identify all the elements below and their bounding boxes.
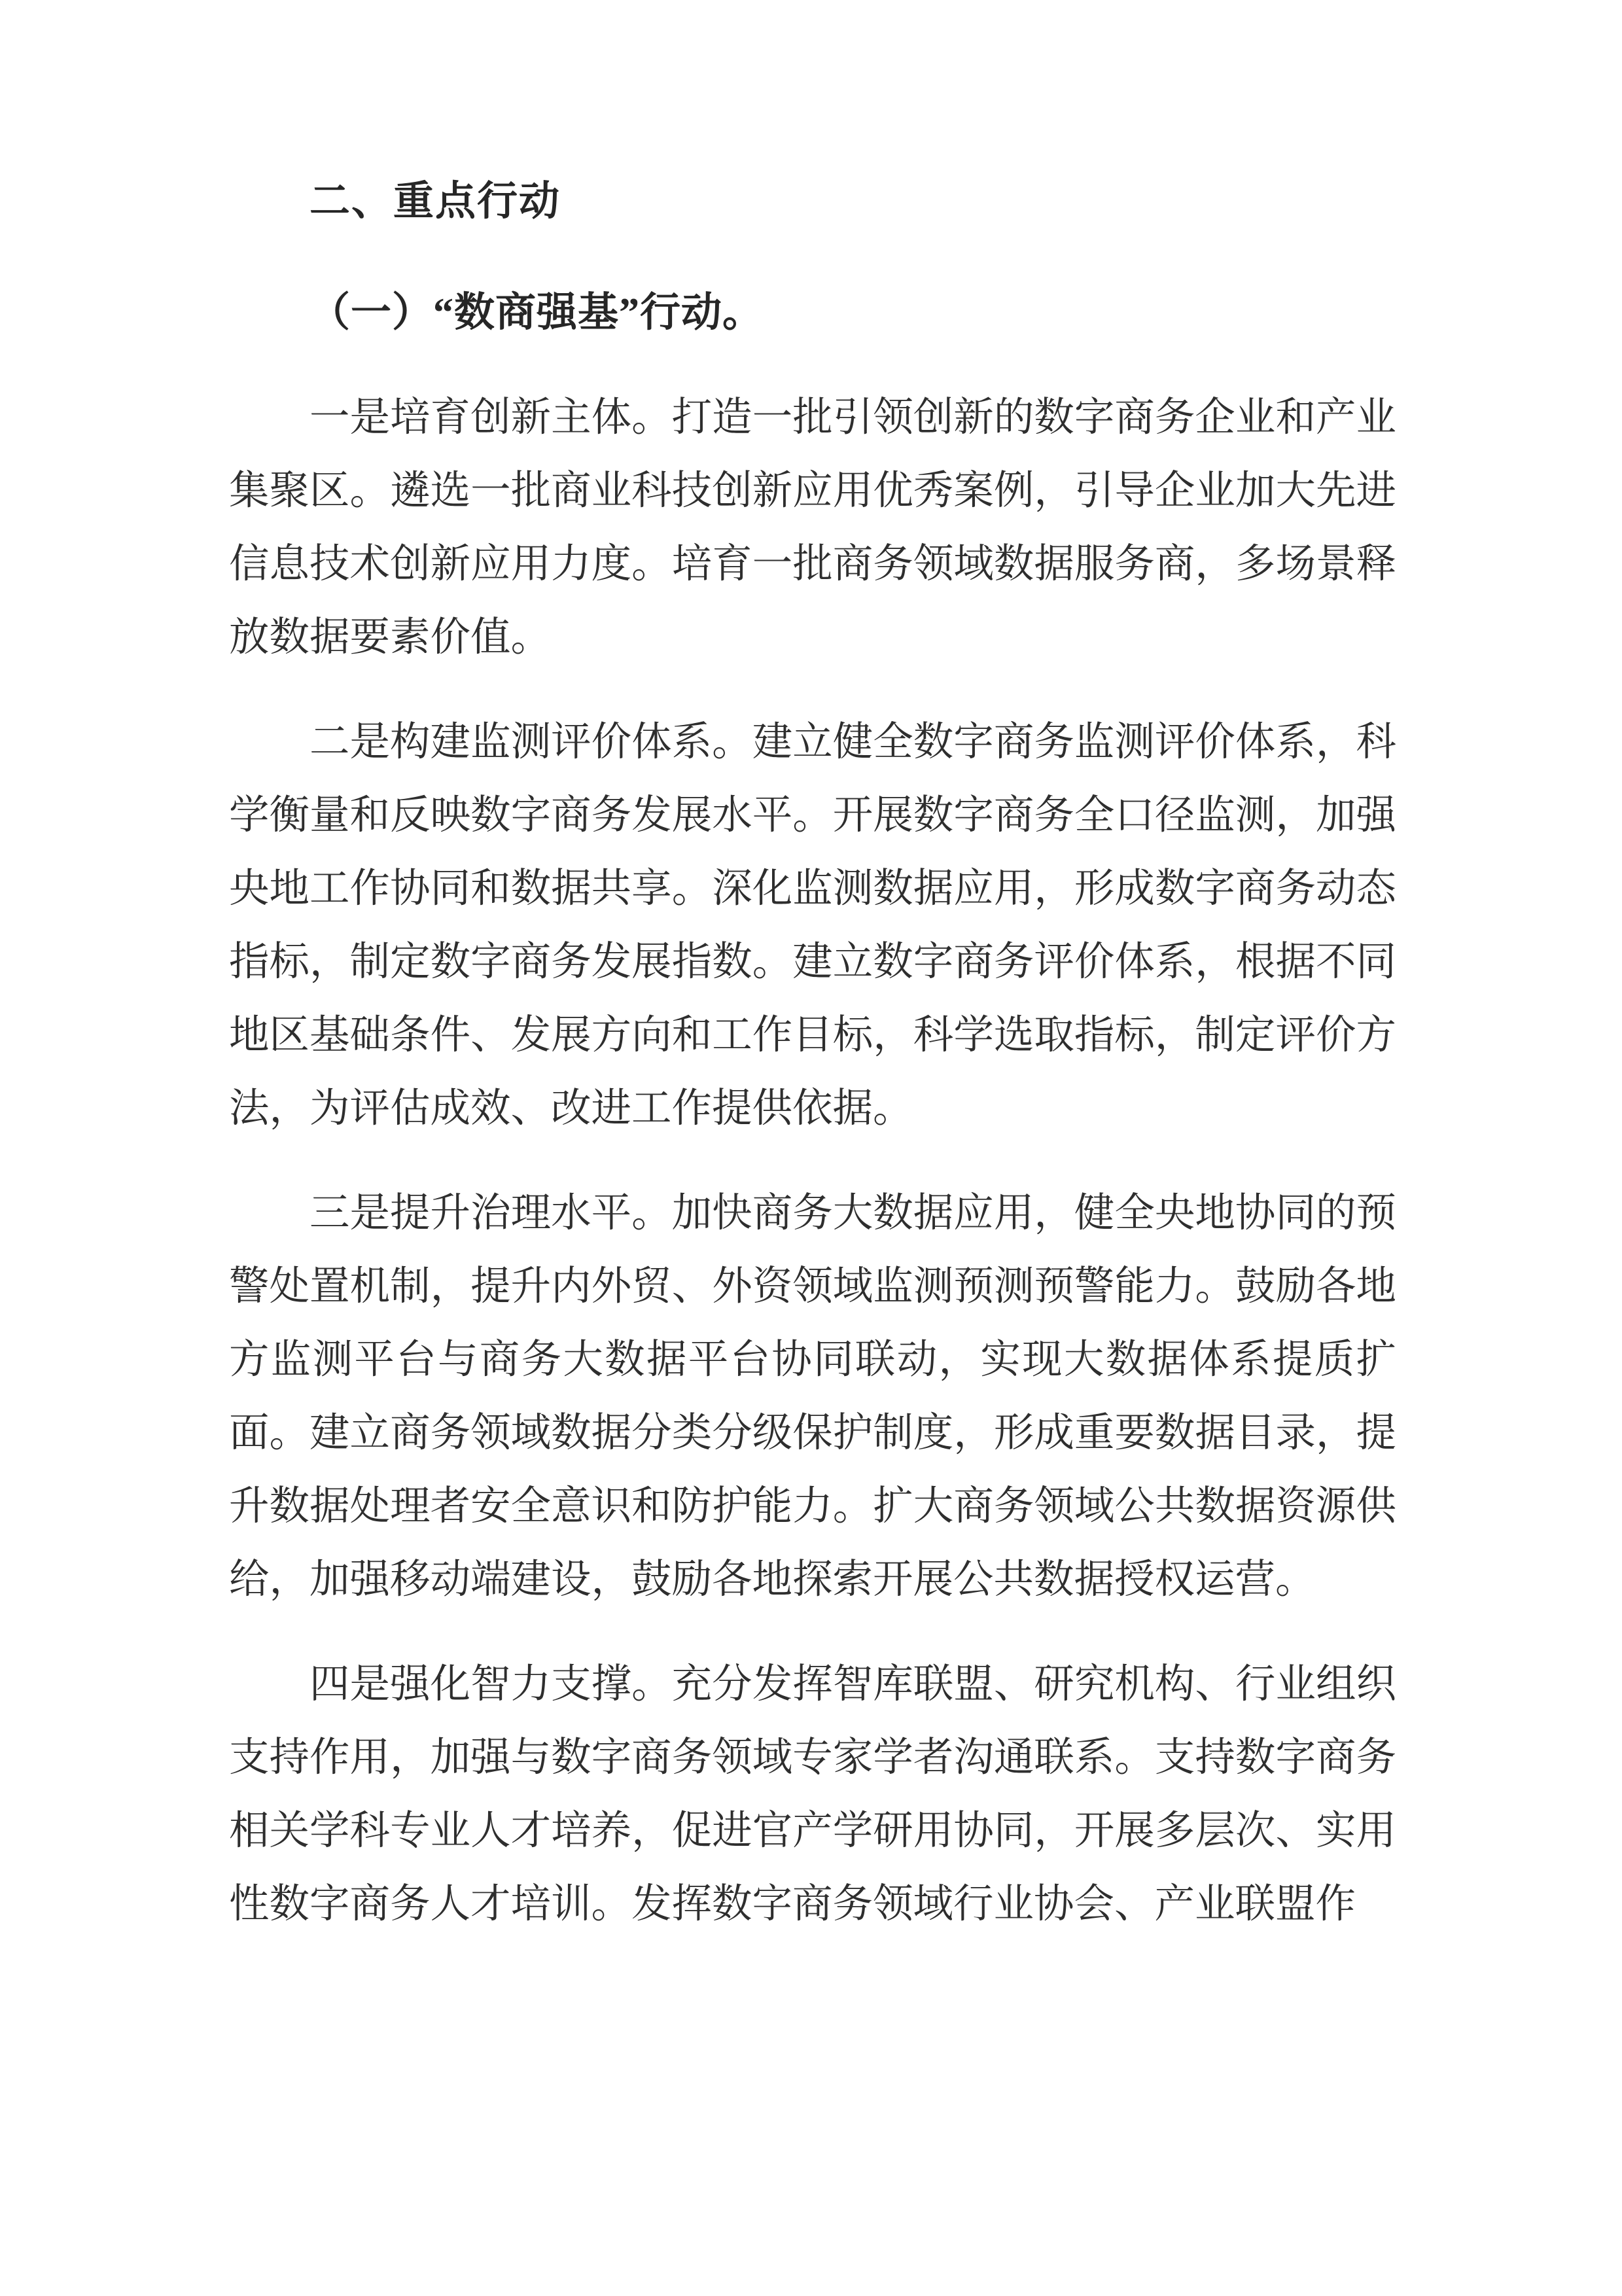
subsection-heading: （一）“数商强基”行动。: [309, 291, 764, 335]
section-heading: 二、重点行动: [309, 179, 561, 224]
paragraph-4: 四是强化智力支撑。充分发挥智库联盟、研究机构、行业组织支持作用，加强与数字商务领域专家学者沟通联系。支持数字商务相关学科专业人才培养，促进官产学研用协同，开展多层次、实用性数字商务人才培训。发挥数字商务领域行业协会、产业联盟作: [229, 1662, 1396, 1926]
paragraph-1: 一是培育创新主体。打造一批引领创新的数字商务企业和产业集聚区。遴选一批商业科技创新应用优秀案例，引导企业加大先进信息技术创新应用力度。培育一批商务领域数据服务商，多场景释放数据要素价值。: [229, 395, 1396, 660]
paragraph-3: 三是提升治理水平。加快商务大数据应用，健全央地协同的预警处置机制，提升内外贸、外资领域监测预测预警能力。鼓励各地方监测平台与商务大数据平台协同联动，实现大数据体系提质扩面。建立商务领域数据分类分级保护制度，形成重要数据目录，提升数据处理者安全意识和防护能力。扩大商务领域公共数据资源供给，加强移动端建设，鼓励各地探索开展公共数据授权运营。: [229, 1191, 1396, 1602]
paragraph-2: 二是构建监测评价体系。建立健全数字商务监测评价体系，科学衡量和反映数字商务发展水平。开展数字商务全口径监测，加强央地工作协同和数据共享。深化监测数据应用，形成数字商务动态指标，制定数字商务发展指数。建立数字商务评价体系，根据不同地区基础条件、发展方向和工作目标，科学选取指标，制定评价方法，为评估成效、改进工作提供依据。: [229, 720, 1396, 1131]
